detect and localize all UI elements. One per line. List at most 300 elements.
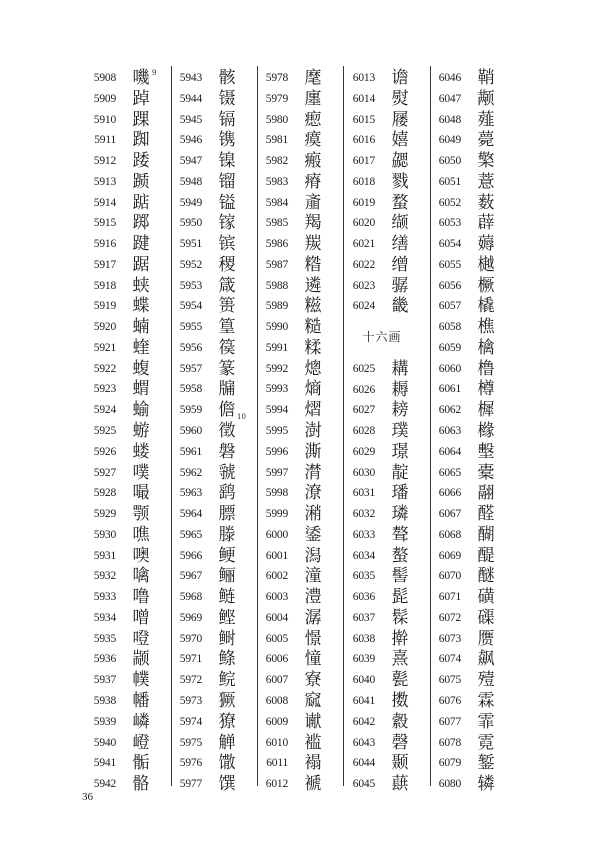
entry-character: 篑 (218, 296, 236, 317)
entry-number: 5972 (179, 674, 202, 687)
entry-character: 薜 (477, 213, 495, 234)
entry-character: 獠 (218, 711, 236, 732)
entry-number: 6033 (352, 528, 375, 541)
entry-character: 潺 (304, 607, 322, 628)
entry-number: 6048 (438, 113, 461, 126)
entry-number: 6059 (438, 341, 461, 354)
entry-character: 璘 (391, 504, 409, 525)
entry-character: 鲦 (218, 649, 236, 670)
entry-character: 糍 (304, 296, 322, 317)
entry-character: 蝮 (132, 358, 150, 379)
entry-character: 樵 (477, 317, 495, 338)
entry-character: 檎 (477, 337, 495, 358)
entry-character: 骼 (132, 774, 150, 795)
entry-number: 5978 (265, 72, 288, 84)
entry-number: 5946 (179, 134, 202, 147)
entry-character: 糙 (304, 317, 322, 338)
entry-character: 蛱 (132, 275, 150, 296)
entry-character: 寮 (304, 670, 322, 691)
entry-character: 墼 (477, 441, 495, 462)
entry-character: 薏 (477, 171, 495, 192)
entry-number: 5965 (179, 528, 202, 541)
entry-character: 翮 (477, 483, 495, 504)
entry-character: 糅 (304, 337, 322, 358)
entry-number: 6009 (265, 715, 288, 728)
entry-number: 6055 (438, 258, 461, 271)
entry-number: 6019 (352, 196, 375, 209)
entry-character: 幡 (132, 690, 150, 711)
entry-character: 骺 (132, 753, 150, 774)
entry-character: 磬 (391, 732, 409, 753)
entry-number: 5918 (93, 279, 116, 292)
entry-character: 橛 (477, 275, 495, 296)
entry-number: 5940 (93, 736, 116, 749)
entry-number: 6045 (352, 778, 375, 791)
entry-character: 踒 (132, 151, 150, 172)
entry-character: 瘢 (304, 151, 322, 172)
entry-character: 镊 (218, 88, 236, 109)
entry-number: 6034 (352, 549, 375, 562)
entry-number: 6078 (438, 736, 461, 749)
entry-character: 瘠 (304, 171, 322, 192)
entry-number: 6008 (265, 694, 288, 707)
entry-number: 6017 (352, 155, 375, 168)
entry-character: 滕 (218, 524, 236, 545)
entry-character: 廛 (304, 88, 322, 109)
entry-number: 5943 (179, 72, 202, 84)
entry-number: 5966 (179, 549, 202, 562)
entry-character: 錾 (477, 753, 495, 774)
entry-character: 镔 (218, 234, 236, 255)
entry-number: 5971 (179, 653, 202, 666)
entry-number: 5985 (265, 217, 288, 230)
entry-character: 璠 (391, 483, 409, 504)
entry-character: 髻 (391, 566, 409, 587)
entry-number: 5935 (93, 632, 116, 645)
entry-number: 5934 (93, 611, 116, 624)
entry-character: 儋 (218, 400, 236, 421)
entry-character: 熵 (304, 379, 322, 400)
entry-character: 踺 (132, 234, 150, 255)
entry-number: 5976 (179, 757, 202, 770)
entry-character: 齑 (304, 192, 322, 213)
entry-character: 镍 (218, 151, 236, 172)
entry-character: 篆 (218, 358, 236, 379)
entry-character: 薅 (477, 234, 495, 255)
entry-number: 6079 (438, 757, 461, 770)
entry-number: 5915 (93, 217, 116, 230)
entry-number: 5983 (265, 175, 288, 188)
entry-character: 虢 (218, 462, 236, 483)
entry-character: 踞 (132, 254, 150, 275)
entry-number: 5928 (93, 487, 116, 500)
entry-number: 5937 (93, 674, 116, 687)
entry-number: 5909 (93, 92, 116, 105)
entry-character: 褟 (304, 753, 322, 774)
entry-character: 鲡 (218, 566, 236, 587)
entry-number: 5941 (93, 757, 116, 770)
entry-number: 6016 (352, 134, 375, 147)
entry-number: 5989 (265, 300, 288, 313)
entry-number: 6023 (352, 279, 375, 292)
entry-number: 5929 (93, 508, 116, 521)
entry-character: 霏 (477, 711, 495, 732)
entry-number: 5930 (93, 528, 116, 541)
entry-character: 獗 (218, 690, 236, 711)
stroke-section-heading-label: 十六画 (362, 330, 402, 345)
entry-number: 6004 (265, 611, 288, 624)
entry-number: 6064 (438, 445, 461, 458)
entry-number: 6001 (265, 549, 288, 562)
entry-number: 5963 (179, 487, 202, 500)
entry-character: 徵 (218, 421, 236, 442)
entry-character: 潟 (304, 545, 322, 566)
entry-character: 鲥 (218, 628, 236, 649)
entry-number: 5914 (93, 196, 116, 209)
entry-number: 6030 (352, 466, 375, 479)
entry-number: 6061 (438, 383, 461, 396)
entry-character: 薤 (477, 109, 495, 130)
entry-number: 6073 (438, 632, 461, 645)
entry-character: 畿 (391, 296, 409, 317)
entry-character: 殪 (477, 670, 495, 691)
entry-character: 樾 (477, 254, 495, 275)
entry-number: 6006 (265, 653, 288, 666)
entry-character: 髭 (391, 587, 409, 608)
entry-character: 磺 (477, 587, 495, 608)
entry-number: 5927 (93, 466, 116, 479)
entry-character: 薨 (477, 130, 495, 151)
entry-number: 5923 (93, 383, 116, 396)
entry-number: 5970 (179, 632, 202, 645)
entry-character: 蝶 (132, 296, 150, 317)
entry-character: 耪 (391, 400, 409, 421)
entry-number: 5998 (265, 487, 288, 500)
entry-character: 镌 (218, 130, 236, 151)
entry-number: 5958 (179, 383, 202, 396)
entry-character: 憧 (304, 649, 322, 670)
entry-number: 6039 (352, 653, 375, 666)
entry-number: 6075 (438, 674, 461, 687)
entry-number: 6067 (438, 508, 461, 521)
entry-number: 6013 (352, 72, 375, 84)
entry-character: 鲣 (218, 607, 236, 628)
entry-number: 6015 (352, 113, 375, 126)
entry-number: 5908 (93, 72, 116, 84)
entry-character: 鲢 (218, 587, 236, 608)
entry-character: 熹 (391, 649, 409, 670)
entry-number: 5977 (179, 778, 202, 791)
entry-number: 5932 (93, 570, 116, 583)
entry-number: 5912 (93, 155, 116, 168)
entry-character: 潼 (304, 566, 322, 587)
entry-character: 镓 (218, 213, 236, 234)
character-table: 5908 嘰 9 5909 踔 5910 踝 5911 踟 5912 踒 5913 踬 5914 踮 5915 踯 5916 踺 5917 踞 5918 蛱 5919 蝶 5920 蝻 5921 蝰 5922 蝮 5923 蝟 5924 蝓 5925 蝣 5926 蝼 5927 噗 5928 嘬 5929 颚 5930 噍 5931 噢 5932 噙 5933 噜 5934 噌 5935 噔 5936 颛 5937 幞 5938 幡 5939 嶙 5940 嶝 5941 骺 5942 骼 5943 骸 5944 镊 5945 镉 5946 镌 5947 镍 5948 镏 5949 镒 5950 镓 5951 镔 5952 稷 5953 箴 5954 篑 5955 篁 5956 篌 5957 篆 5958 牖 5959 儋 5960 徵 10 5961 磐 5962 虢 5963 鹞 5964 膘 5965 滕 5966 鲠 5967 鲡 5968 鲢 5969 鲣 5970 鲥 5971 鲦 5972 鲩 5973 獗 5974 獠 5975 觯 5976 馓 5977 馔 5978 麾 5979 廛 5980 瘛 5981 瘼 5982 瘢 5983 瘠 5984 齑 5985 羯 5986 羰 5987 糌 5988 遴 5989 糍 5990 糙 5991 糅 5992 熜 5993 熵 5994 熠 5995 澍 5996 澌 5997 潸 5998 潦 5999 潲 6000 鋈 6001 潟 6002 潼 6003 澧 6004 潺 6005 憬 6006 憧 6007 寮 6008 窳 6009 谳 6010 褴 6011 褟 6012 褫 6013 谵 6014 熨 6015 屦 6016 嬉 6017 勰 6018 戮 6019 蝥 6020 缬 6021 缮 6022 缯 6023 骣 6024 畿 十六画 6025 耩 6026 耨 6027 耪 6028 璞 6029 璟 6030 靛 6031 璠 6032 璘 6033 聱 6034 螯 6035 髻 6036 髭 6037 髹 6038 擀 6039 熹 6040 甏 6041 擞 6042 縠 6043 磬 6044 颞 6045 蕻 6046 鞘 6047 颟 6048 薤 6049 薨 6050 檠 6051 薏 6052 薮 6053 薜 6054 薅 6055 樾 6056 橛 6057 橇 6058 樵 6059 檎 6060 橹 6061 樽 6062 樨 6063 橼 6064 墼 6065 橐 6066 翮 6067 醛 6068 醐 6069 醍 6070 醚 6071 磺 6072 磲 6073 赝 6074 飙 6075 殪 6076 霖 6077 霏 6078 霓 6079 錾 6080 辚 (84, 64, 516, 788)
entry-character: 瘼 (304, 130, 322, 151)
entry-number: 5926 (93, 445, 116, 458)
entry-number: 6071 (438, 591, 461, 604)
entry-number: 6077 (438, 715, 461, 728)
entry-character: 踝 (132, 109, 150, 130)
entry-character: 髹 (391, 607, 409, 628)
entry-character: 箴 (218, 275, 236, 296)
entry-number: 5939 (93, 715, 116, 728)
entry-character: 橹 (477, 358, 495, 379)
entry-number: 5960 (179, 425, 202, 438)
entry-number: 6070 (438, 570, 461, 583)
entry-character: 褴 (304, 732, 322, 753)
entry-number: 5961 (179, 445, 202, 458)
entry-number: 6040 (352, 674, 375, 687)
entry-number: 5959 (179, 404, 202, 417)
entry-character: 噜 (132, 587, 150, 608)
entry-character: 缬 (391, 213, 409, 234)
entry-character: 骸 (218, 68, 236, 88)
entry-character: 幞 (132, 670, 150, 691)
entry-character: 蝟 (132, 379, 150, 400)
entry-character: 鋈 (304, 524, 322, 545)
entry-character: 踮 (132, 192, 150, 213)
entry-number: 5954 (179, 300, 202, 313)
entry-character: 璟 (391, 441, 409, 462)
entry-character: 霓 (477, 732, 495, 753)
entry-character: 潦 (304, 483, 322, 504)
entry-number: 5947 (179, 155, 202, 168)
entry-character: 遴 (304, 275, 322, 296)
page-number: 36 (82, 791, 93, 803)
entry-number: 5984 (265, 196, 288, 209)
entry-number: 6041 (352, 694, 375, 707)
entry-number: 5986 (265, 238, 288, 251)
entry-number: 6056 (438, 279, 461, 292)
entry-number: 5988 (265, 279, 288, 292)
entry-character: 蝼 (132, 441, 150, 462)
entry-character: 鹞 (218, 483, 236, 504)
entry-character: 蝓 (132, 400, 150, 421)
entry-character: 醛 (477, 504, 495, 525)
entry-character: 蕻 (391, 774, 409, 795)
entry-number: 5964 (179, 508, 202, 521)
entry-character: 踔 (132, 88, 150, 109)
entry-number: 5992 (265, 362, 288, 375)
entry-character: 鲠 (218, 545, 236, 566)
entry-character: 噔 (132, 628, 150, 649)
entry-number: 6031 (352, 487, 375, 500)
entry-number: 5931 (93, 549, 116, 562)
entry-number: 6053 (438, 217, 461, 230)
entry-number: 6047 (438, 92, 461, 105)
entry-number: 6062 (438, 404, 461, 417)
entry-character: 镉 (218, 109, 236, 130)
entry-character: 噍 (132, 524, 150, 545)
entry-number: 5994 (265, 404, 288, 417)
entry-character: 嶝 (132, 732, 150, 753)
entry-character: 熜 (304, 358, 322, 379)
entry-number: 5968 (179, 591, 202, 604)
entry-number: 5991 (265, 341, 288, 354)
entry-number: 6000 (265, 528, 288, 541)
entry-number: 5979 (265, 92, 288, 105)
entry-character: 耩 (391, 358, 409, 379)
entry-character: 憬 (304, 628, 322, 649)
entry-number: 6072 (438, 611, 461, 624)
entry-number: 5953 (179, 279, 202, 292)
entry-character: 瘛 (304, 109, 322, 130)
entry-character: 醍 (477, 545, 495, 566)
entry-number: 6051 (438, 175, 461, 188)
entry-number: 5949 (179, 196, 202, 209)
entry-character: 飙 (477, 649, 495, 670)
entry-number: 5938 (93, 694, 116, 707)
entry-character: 潲 (304, 504, 322, 525)
entry-number: 6021 (352, 238, 375, 251)
entry-number: 6080 (438, 778, 461, 791)
entry-number: 5975 (179, 736, 202, 749)
entry-number: 6049 (438, 134, 461, 147)
entry-number: 5982 (265, 155, 288, 168)
entry-character: 擀 (391, 628, 409, 649)
entry-character: 噢 (132, 545, 150, 566)
entry-character: 熨 (391, 88, 409, 109)
entry-number: 5913 (93, 175, 116, 188)
entry-character: 糌 (304, 254, 322, 275)
entry-number: 6029 (352, 445, 375, 458)
entry-number: 5910 (93, 113, 116, 126)
entry-character: 鲩 (218, 670, 236, 691)
entry-number: 5955 (179, 321, 202, 334)
entry-character: 膘 (218, 504, 236, 525)
entry-number: 5996 (265, 445, 288, 458)
entry-number: 6020 (352, 217, 375, 230)
entry-character: 缯 (391, 254, 409, 275)
entry-character: 磲 (477, 607, 495, 628)
entry-character: 颛 (132, 649, 150, 670)
entry-number: 6074 (438, 653, 461, 666)
entry-number: 5981 (265, 134, 288, 147)
entry-character: 觯 (218, 732, 236, 753)
entry-character: 谳 (304, 711, 322, 732)
entry-character: 颞 (391, 753, 409, 774)
entry-number: 6018 (352, 175, 375, 188)
entry-character: 樽 (477, 379, 495, 400)
entry-number: 6042 (352, 715, 375, 728)
entry-character: 嘰 (132, 68, 150, 88)
entry-number: 5990 (265, 321, 288, 334)
entry-character: 蝻 (132, 317, 150, 338)
entry-number: 6025 (352, 362, 375, 375)
entry-number: 5922 (93, 362, 116, 375)
entry-character: 澌 (304, 441, 322, 462)
entry-character: 蝣 (132, 421, 150, 442)
entry-number: 5925 (93, 425, 116, 438)
stroke-count-note: 10 (237, 413, 246, 422)
entry-character: 檠 (477, 151, 495, 172)
entry-number: 6065 (438, 466, 461, 479)
entry-character: 澍 (304, 421, 322, 442)
entry-number: 5921 (93, 341, 116, 354)
entry-number: 5944 (179, 92, 202, 105)
entry-character: 熠 (304, 400, 322, 421)
entry-number: 6003 (265, 591, 288, 604)
entry-character: 醚 (477, 566, 495, 587)
entry-number: 5997 (265, 466, 288, 479)
entry-number: 6068 (438, 528, 461, 541)
entry-number: 6032 (352, 508, 375, 521)
entry-number: 6050 (438, 155, 461, 168)
entry-number: 5999 (265, 508, 288, 521)
entry-character: 磐 (218, 441, 236, 462)
entry-character: 螯 (391, 545, 409, 566)
entry-number: 6060 (438, 362, 461, 375)
entry-character: 潸 (304, 462, 322, 483)
entry-number: 6014 (352, 92, 375, 105)
entry-character: 聱 (391, 524, 409, 545)
entry-number: 6038 (352, 632, 375, 645)
entry-character: 缮 (391, 234, 409, 255)
entry-number: 5967 (179, 570, 202, 583)
entry-number: 6054 (438, 238, 461, 251)
entry-character: 篌 (218, 337, 236, 358)
entry-character: 耨 (391, 379, 409, 400)
entry-character: 霖 (477, 690, 495, 711)
entry-character: 踬 (132, 171, 150, 192)
entry-number: 5962 (179, 466, 202, 479)
entry-number: 6035 (352, 570, 375, 583)
entry-character: 馓 (218, 753, 236, 774)
entry-number: 5920 (93, 321, 116, 334)
entry-number: 6069 (438, 549, 461, 562)
entry-character: 噙 (132, 566, 150, 587)
entry-character: 羯 (304, 213, 322, 234)
entry-number: 5911 (94, 134, 116, 147)
entry-character: 骣 (391, 275, 409, 296)
entry-character: 璞 (391, 421, 409, 442)
entry-number: 5952 (179, 258, 202, 271)
entry-character: 蝰 (132, 337, 150, 358)
entry-number: 6012 (265, 778, 288, 791)
entry-number: 5974 (179, 715, 202, 728)
entry-number: 5942 (93, 778, 116, 791)
entry-character: 踯 (132, 213, 150, 234)
entry-character: 踟 (132, 130, 150, 151)
entry-number: 6036 (352, 591, 375, 604)
entry-number: 5919 (93, 300, 116, 313)
entry-character: 薮 (477, 192, 495, 213)
entry-number: 6043 (352, 736, 375, 749)
entry-number: 6005 (265, 632, 288, 645)
entry-character: 颚 (132, 504, 150, 525)
entry-number: 6026 (352, 383, 375, 396)
entry-number: 6058 (438, 321, 461, 334)
entry-number: 5917 (93, 258, 116, 271)
entry-number: 5948 (179, 175, 202, 188)
entry-character: 橼 (477, 421, 495, 442)
entry-character: 辚 (477, 774, 495, 795)
entry-number: 5945 (179, 113, 202, 126)
entry-number: 5995 (265, 425, 288, 438)
entry-number: 6002 (265, 570, 288, 583)
entry-character: 赝 (477, 628, 495, 649)
entry-number: 5973 (179, 694, 202, 707)
entry-character: 噗 (132, 462, 150, 483)
entry-number: 6057 (438, 300, 461, 313)
entry-character: 橐 (477, 462, 495, 483)
entry-character: 噌 (132, 607, 150, 628)
entry-character: 甏 (391, 670, 409, 691)
entry-character: 嘬 (132, 483, 150, 504)
entry-number: 6063 (438, 425, 461, 438)
entry-number: 6044 (352, 757, 375, 770)
